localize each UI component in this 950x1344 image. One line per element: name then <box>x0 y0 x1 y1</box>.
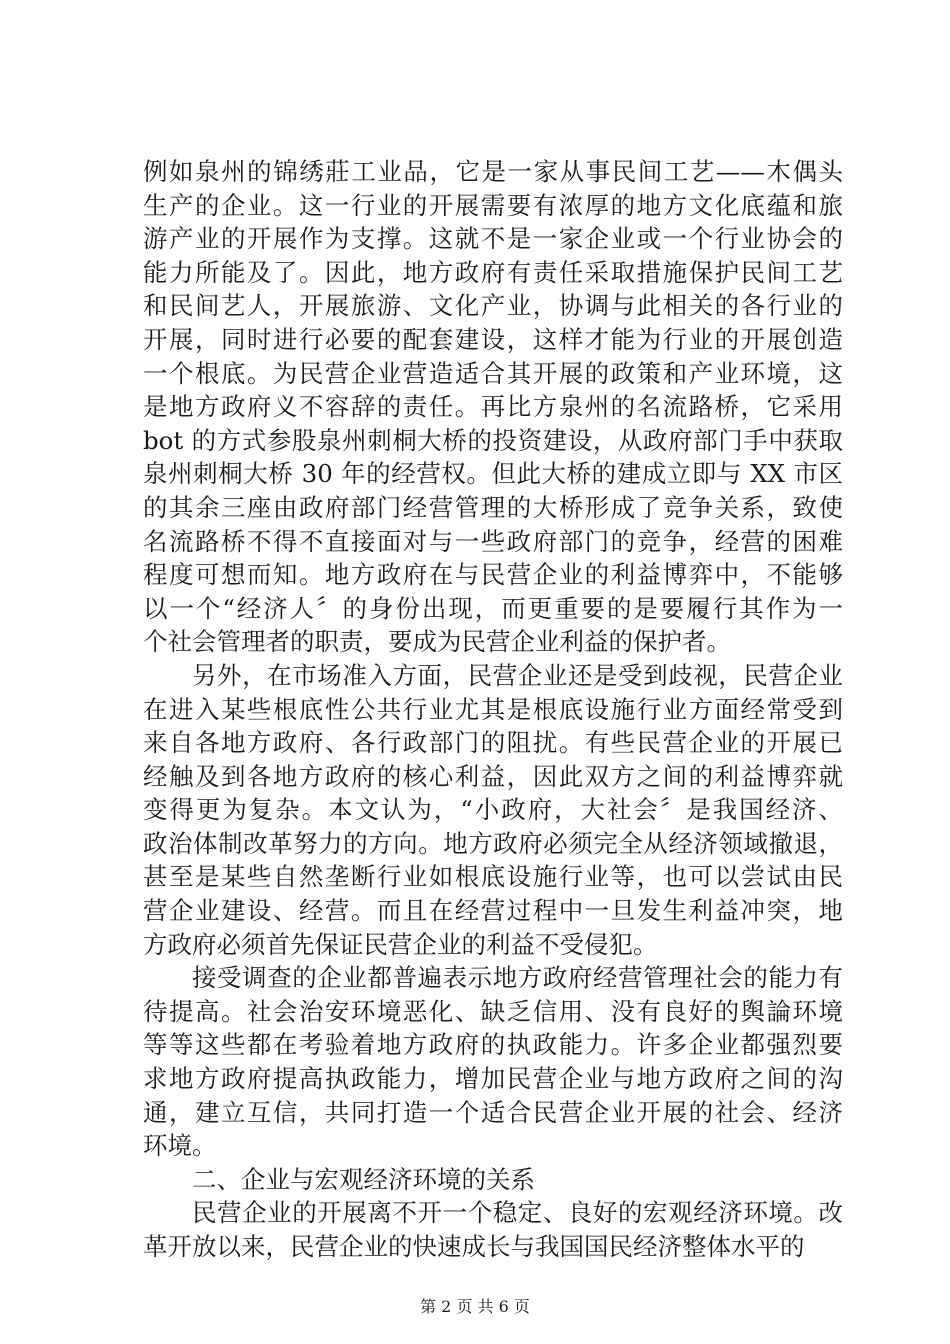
text-line: 另外，在市场准入方面，民营企业还是受到歧视，民营企业 <box>192 660 843 690</box>
text-line: 程度可想而知。地方政府在与民营企业的利益博弈中，不能够 <box>143 560 843 590</box>
text-line: 变得更为复杂。本文认为，“小政府，大社会〞是我国经济、 <box>143 795 843 825</box>
paragraph <box>143 1163 843 1197</box>
text-line: 是地方政府义不容辞的责任。再比方泉州的名流路桥，它采用 <box>143 392 843 422</box>
text-line: 游产业的开展作为支撑。这就不是一家企业或一个行业协会的 <box>143 224 843 254</box>
paragraph <box>143 155 843 659</box>
text-line: 营企业建设、经营。而且在经营过程中一旦发生利益冲突，地 <box>143 896 843 926</box>
text-line: 名流路桥不得不直接面对与一些政府部门的竞争，经营的困难 <box>143 526 843 556</box>
text-line: 甚至是某些自然垄断行业如根底设施行业等，也可以尝试由民 <box>143 862 843 892</box>
text-line: 能力所能及了。因此，地方政府有责任采取措施保护民间工艺 <box>143 257 843 287</box>
text-line: 的其余三座由政府部门经营管理的大桥形成了竞争关系，致使 <box>143 492 843 522</box>
text-line: 等等这些都在考验着地方政府的执政能力。许多企业都强烈要 <box>143 1030 843 1060</box>
text-line: 开展，同时进行必要的配套建设，这样才能为行业的开展创造 <box>143 324 843 354</box>
text-line: 一个根底。为民营企业营造适合其开展的政策和产业环境，这 <box>143 358 843 388</box>
text-line: 泉州刺桐大桥 30 年的经营权。但此大桥的建成立即与 XX 市区 <box>143 459 843 489</box>
text-line: 环境。 <box>143 1131 217 1161</box>
text-line: 个社会管理者的职责，要成为民营企业利益的保护者。 <box>143 627 731 657</box>
paragraph <box>143 659 843 961</box>
text-line: 二、企业与宏观经济环境的关系 <box>192 1164 535 1194</box>
text-line: 方政府必须首先保证民营企业的利益不受侵犯。 <box>143 929 658 959</box>
text-line: bot 的方式参股泉州刺桐大桥的投资建设，从政府部门手中获取 <box>143 425 843 455</box>
paragraph <box>143 961 843 1163</box>
page-footer: 第 2 页 共 6 页 <box>420 1297 530 1316</box>
text-line: 在进入某些根底性公共行业尤其是根底设施行业方面经常受到 <box>143 694 843 724</box>
text-line: 待提高。社会治安环境恶化、缺乏信用、没有良好的舆論环境 <box>143 996 843 1026</box>
text-line: 以一个“经济人〞的身份出现，而更重要的是要履行其作为一 <box>143 593 843 623</box>
text-line: 革开放以来，民营企业的快速成长与我国国民经济整体水平的 <box>143 1232 805 1261</box>
text-line: 例如泉州的锦绣莊工业品，它是一家从事民间工艺——木偶头 <box>143 157 843 186</box>
text-line: 来自各地方政府、各行政部门的阻扰。有些民营企业的开展已 <box>143 728 843 758</box>
text-line: 通，建立互信，共同打造一个适合民营企业开展的社会、经济 <box>143 1097 843 1127</box>
text-line: 接受调查的企业都普遍表示地方政府经营管理社会的能力有 <box>192 963 843 993</box>
text-line: 求地方政府提高执政能力，增加民营企业与地方政府之间的沟 <box>143 1064 843 1094</box>
text-line: 民营企业的开展离不开一个稳定、良好的宏观经济环境。改 <box>192 1198 843 1228</box>
text-line: 和民间艺人，开展旅游、文化产业，协调与此相关的各行业的 <box>143 291 843 321</box>
text-line: 生产的企业。这一行业的开展需要有浓厚的地方文化底蕴和旅 <box>143 190 843 220</box>
text-line: 政治体制改革努力的方向。地方政府必须完全从经济领域撤退， <box>143 828 843 858</box>
text-line: 经触及到各地方政府的核心利益，因此双方之间的利益博弈就 <box>143 761 843 791</box>
paragraph <box>143 1196 843 1263</box>
document-body <box>143 155 843 1264</box>
